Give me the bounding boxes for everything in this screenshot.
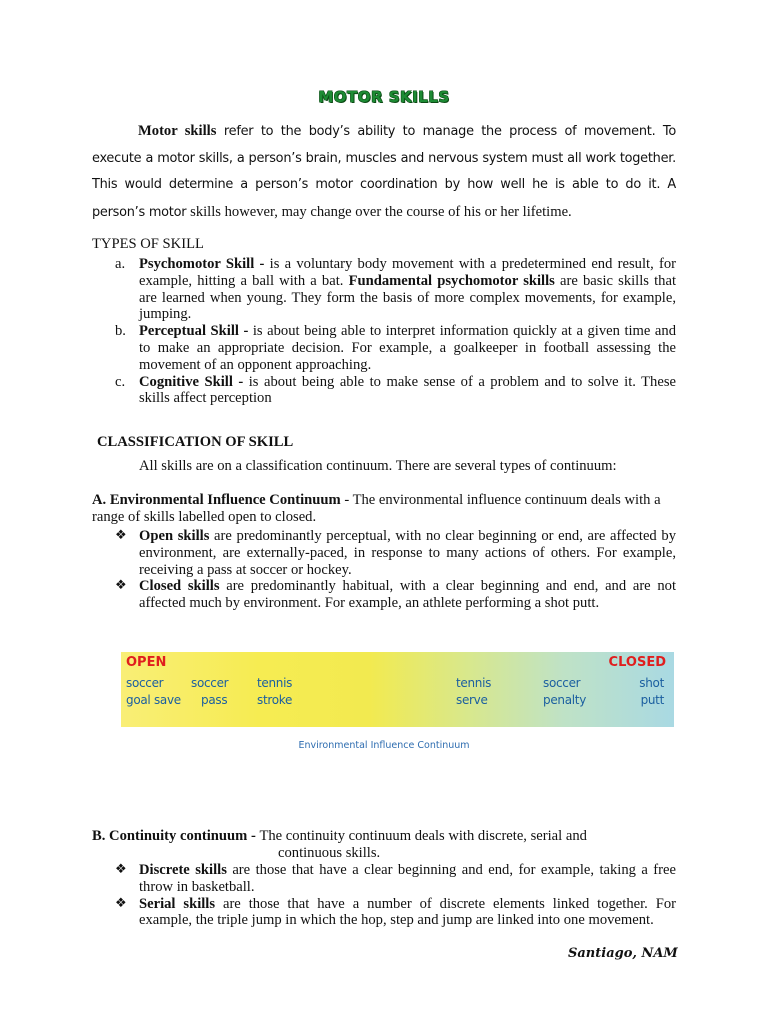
intro-last-line: skills however, may change over the course of his or her lifetime. [190, 203, 572, 220]
intro-paragraph [92, 118, 676, 226]
list-item-cognitive [92, 374, 676, 408]
continuity-list [92, 862, 676, 929]
continuum-skill-label [126, 675, 181, 709]
intro-term: Motor skills [138, 123, 217, 139]
continuity-heading: B. Continuity continuum - [92, 828, 260, 844]
continuity-text: The continuity continuum deals with discrete, serial and [259, 828, 587, 844]
env-text: - The environmental influence continuum deals with a range of skills labelled open to closed. [92, 492, 661, 525]
skill-line: pass [201, 693, 228, 707]
diamond-bullet-icon: ❖ [115, 578, 127, 594]
env-heading: A. Environmental Influence Continuum [92, 492, 341, 508]
env-paragraph [92, 492, 676, 526]
list-item-closed-skills [92, 578, 676, 612]
item-text: is about being able to make sense of a problem and to solve it. These skills affect perception [139, 373, 676, 407]
skill-line: soccer [191, 676, 229, 690]
list-item-serial-skills [92, 896, 676, 930]
skill-line: penalty [543, 693, 586, 707]
term-cognitive: Cognitive Skill - [139, 373, 249, 390]
diamond-bullet-icon: ❖ [115, 862, 127, 877]
item-text: are predominantly habitual, with a clear beginning and end, and are not affected much by environment. For example, an athlete performing a shot putt. [139, 578, 677, 612]
list-item-psychomotor [92, 256, 676, 323]
term-closed-skills: Closed skills [139, 578, 220, 595]
skill-line: stroke [257, 693, 293, 707]
skill-line: tennis [456, 676, 492, 690]
item-text: are those that have a number of discrete elements linked together. For example, the triple jump in which the hop, step and jump are linked into one movement. [139, 895, 677, 929]
classification-intro: All skills are on a classification continuum. There are several types of continuum: [139, 458, 617, 474]
diamond-bullet-icon: ❖ [115, 895, 127, 911]
open-label: OPEN [126, 655, 167, 670]
list-item-open-skills [92, 528, 676, 578]
term-perceptual: Perceptual Skill - [139, 323, 253, 340]
skill-line: soccer [543, 676, 581, 690]
continuum-skill-label [456, 675, 491, 709]
term-open-skills: Open skills [139, 528, 210, 544]
list-item-discrete-skills [92, 862, 676, 896]
continuum-skill-label [639, 675, 664, 709]
item-text: is about being able to interpret information quickly at a given time and to make an appropriate decision. For example, a goalkeeper in football assessing the movement of an opponent approaching. [139, 323, 676, 373]
env-list [92, 528, 676, 612]
term-psychomotor: Psychomotor Skill - [139, 256, 270, 272]
item-text: are basic skills that are learned when young. They form the basis of more complex movements, for example, jumping. [139, 272, 676, 323]
term-discrete-skills: Discrete skills [139, 862, 227, 878]
continuity-text-line2: continuous skills. [278, 845, 381, 861]
list-marker: c. [115, 373, 126, 390]
skill-line: shot [639, 676, 664, 690]
continuum-skill-label [257, 675, 292, 709]
item-text: are those that have a clear beginning and end, for example, taking a free throw in basketball. [139, 862, 676, 895]
skill-line: goal save [126, 693, 181, 707]
page-title: MOTOR SKILLS [318, 88, 450, 106]
skill-line: serve [456, 693, 488, 707]
types-list [92, 256, 676, 407]
list-marker: a. [115, 256, 126, 272]
diamond-bullet-icon: ❖ [115, 528, 127, 543]
continuity-paragraph [92, 828, 676, 862]
classification-heading: CLASSIFICATION OF SKILL [97, 434, 294, 450]
term-serial-skills: Serial skills [139, 895, 216, 912]
skill-line: soccer [126, 676, 164, 690]
intro-text: refer to the body’s ability to manage the process of movement. To execute a motor skills, a person’s brain, muscles and nervous system must all work together. This would determine a person’s motor coordination by how well he is able to do it. A person’s motor [92, 124, 676, 220]
list-item-perceptual [92, 323, 676, 373]
skill-line: putt [640, 693, 664, 707]
continuum-graphic [121, 652, 674, 727]
continuum-skill-label [543, 675, 586, 709]
item-text: is a voluntary body movement with a predetermined end result, for example, hitting a ball with a bat. [139, 256, 676, 289]
author-signature: Santiago, NAM [568, 946, 678, 961]
term-fundamental: Fundamental psychomotor skills [348, 272, 555, 289]
item-text: are predominantly perceptual, with no clear beginning or end, are affected by environment, are externally-paced, in response to many actions of others. For example, receiving a pass at soccer or hockey. [139, 528, 676, 578]
figure-caption: Environmental Influence Continuum [298, 740, 470, 751]
continuum-skill-label [191, 675, 228, 709]
types-heading: TYPES OF SKILL [92, 236, 204, 252]
list-marker: b. [115, 323, 126, 340]
closed-label: CLOSED [608, 655, 666, 670]
skill-line: tennis [257, 676, 293, 690]
